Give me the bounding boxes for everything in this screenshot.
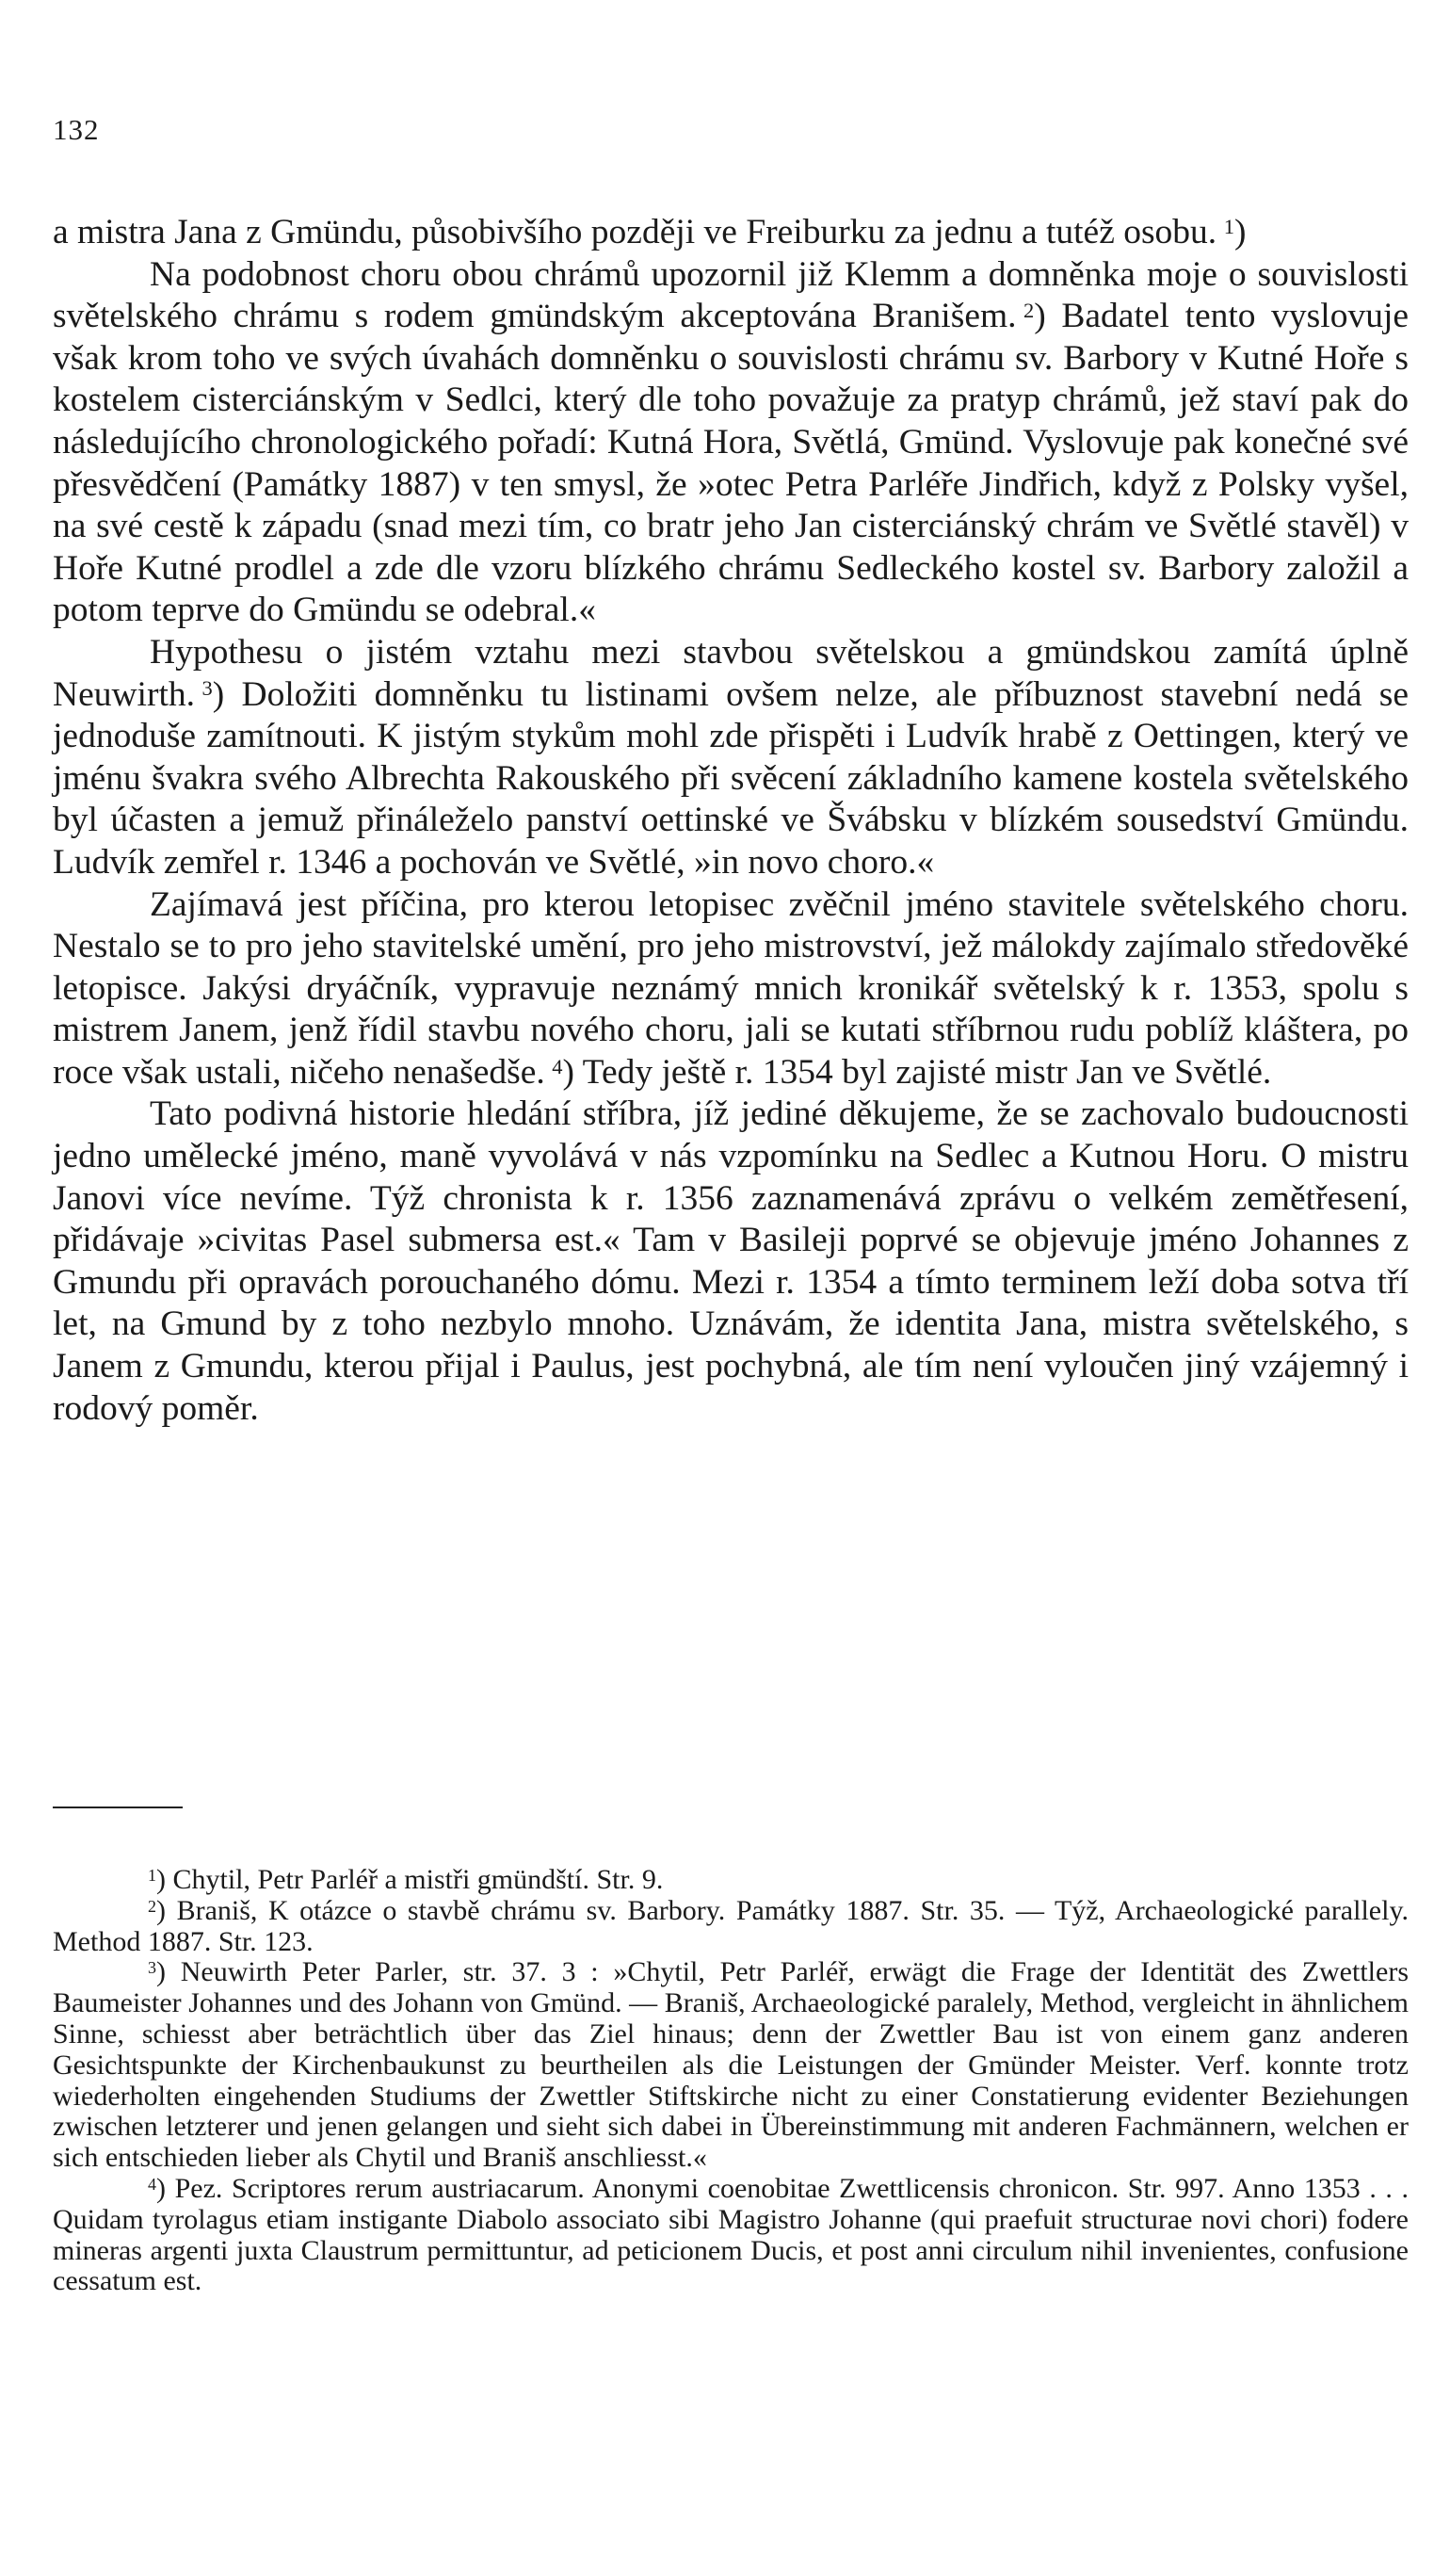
footnote-text: Chytil, Petr Parléř a mistři gmündští. Str. 9. [172, 1864, 664, 1895]
footnote-mark: 1 [148, 1865, 156, 1885]
footnote-4: $^4$) Pez. Scriptores rerum austriacarum. Anonymi coenobitae Zwettlicensis chronicon. Str. 997. Anno 1353 . . . Quidam tyrolagus etiam instigante Diabolo associato sibi Magistro Johanne (qui praefuit structurae novi chori) fodere mineras argenti juxta Claustrum permittuntur, ad peticionem Ducis, et post anni circulum nihil invenientes, confusione cessatum est. [53, 2172, 1410, 2297]
paragraph-text: Tato podivná historie hledání stříbra, jíž jediné děkujeme, že se zachovalo budoucnosti jedno umělecké jméno, maně vyvolává v nás vzpomínku na Sedlec a Kutnou Horu. O mistru Janovi více nevíme. Týž chronista k r. 1356 zaznamenává zprávu o velkém zemětřesení, přidávaje »civitas Pasel submersa est.« Tam v Basileji poprvé se objevuje jméno Johannes z Gmundu při opravách porouchaného dómu. Mezi r. 1354 a tímto terminem leží doba sotva tří let, na Gmund by z toho nezbylo mnoho. Uznávám, že identita Jana, mistra světelského, s Janem z Gmundu, kterou přijal i Paulus, jest pochybná, ale tím není vyloučen jiný vzájemný i rodový poměr. [53, 1094, 1409, 1428]
page-number: 132 [53, 113, 100, 146]
footnote-2: $^2$) Braniš, K otázce o stavbě chrámu sv. Barbory. Památky 1887. Str. 35. — Týž, Archaeologické parallely. Method 1887. Str. 123. [53, 1894, 1409, 1957]
paragraph-text: ) Doložiti domněnku tu listinami ovšem nelze, ale příbuznost stavební nedá se jednoduše zamítnouti. K jistým stykům mohl zde přispěti i Ludvík hrabě z Oettingen, který ve jménu švakra svého Albrechta Rakouského při svěcení základního kamene kostela světelského byl účasten a jemuž přináleželo panství oettinské ve Švábsku v blízkém sousedství Gmündu. Ludvík zemřel r. 1346 a pochován ve Světlé, »in novo choro.« [53, 674, 1409, 882]
paragraph-text: a mistra Jana z Gmündu, působivšího později ve Freiburku za jednu a tutéž osobu. [53, 213, 1217, 251]
paragraph-text: ) Badatel tento vyslovuje však krom toho ve svých úvahách domněnku o souvislosti chrámu sv. Barbory v Kutné Hoře s kostelem cisterciánským v Sedlci, který dle toho považuje za pratyp chrámů, jež staví pak do následujícího chronologického pořadí: Kutná Hora, Světlá, Gmünd. Vyslovuje pak konečné své přesvědčení (Památky 1887) v ten smysl, že »otec Petra Parléře Jindřich, když z Polsky vyšel, na své cestě k západu (snad mezi tím, co bratr jeho Jan cisterciánský chrám ve Světlé stavěl) v Hoře Kutné prodlel a zde dle vzoru blízkého chrámu Sedleckého kostel sv. Barbory založil a potom teprve do Gmündu se odebral.« [53, 297, 1410, 630]
footnote-ref-4: 4 [552, 1054, 563, 1078]
footnote-text: Neuwirth Peter Parler, str. 37. 3 : »Chytil, Petr Parléř, erwägt die Frage der Identität des Zwettlers Baumeister Johannes und des Johann von Gmünd. — Braniš, Archaeologické paralely, Method, vergleicht in ähnlichem Sinne, schiesst aber beträchtlich über das Ziel hinaus; denn der Zwettler Bau ist von einem ganz anderen Gesichtspunkte der Kirchenbaukunst zu beurtheilen als die Leistungen der Gmünder Meister. Verf. konnte trotz wiederholten eingehenden Studiums der Zwettler Stiftskirche nicht zu einer Constatierung evidenter Beziehungen zwischen letzterer und jenen gelangen und sieht sich dabei in Übereinstimmung mit anderen Fachmännern, welchen er sich entschieden lieber als Chytil und Braniš anschliesst.« [53, 1956, 1409, 2174]
paragraph-text: ) Tedy ještě r. 1354 byl zajisté mistr Jan ve Světlé. [562, 1052, 1272, 1092]
footnote-text: Pez. Scriptores rerum austriacarum. Anonymi coenobitae Zwettlicensis chronicon. Str. 997. Anno 1353 . . . Quidam tyrolagus etiam instigante Diabolo associato sibi Magistro Johanne (qui praefuit structurae novi chori) fodere mineras argenti juxta Claustrum permittuntur, ad peticionem Ducis, et post anni circulum nihil invenientes, confusione cessatum est. [53, 2172, 1410, 2297]
footnote-ref-3: 3 [201, 676, 213, 701]
footnote-text: Braniš, K otázce o stavbě chrámu sv. Barbory. Památky 1887. Str. 35. — Týž, Archaeologické parallely. Method 1887. Str. 123. [53, 1894, 1409, 1957]
footnote-divider [53, 1806, 183, 1808]
paragraph-4 [53, 884, 1409, 1094]
paragraph-text: ) [1233, 213, 1247, 251]
footnote-mark: 2 [148, 1896, 156, 1916]
footnote-3: $^3$) Neuwirth Peter Parler, str. 37. 3 : »Chytil, Petr Parléř, erwägt die Frage der Identität des Zwettlers Baumeister Johannes und des Johann von Gmünd. — Braniš, Archaeologické paralely, Method, vergleicht in ähnlichem Sinne, schiesst aber beträchtlich über das Ziel hinaus; denn der Zwettler Bau ist von einem ganz anderen Gesichtspunkte der Kirchenbaukunst zu beurtheilen als die Leistungen der Gmünder Meister. Verf. konnte trotz wiederholten eingehenden Studiums der Zwettler Stiftskirche nicht zu einer Constatierung evidenter Beziehungen zwischen letzterer und jenen gelangen und sieht sich dabei in Übereinstimmung mit anderen Fachmännern, welchen er sich entschieden lieber als Chytil und Braniš anschliesst.« [53, 1956, 1409, 2174]
footnote-ref-2: 2 [1023, 299, 1035, 323]
paragraph-text: Hypothesu o jistém vztahu mezi stavbou světelskou a gmündskou zamítá úplně Neuwirth. [53, 632, 1409, 714]
paragraph-3 [53, 632, 1409, 884]
paragraph-text: Na podobnost choru obou chrámů upozornil již Klemm a domněnka moje o souvislosti světelského chrámu s rodem gmündským akceptována Branišem. [53, 254, 1409, 336]
footnote-mark: 3 [148, 1958, 156, 1978]
footnote-1: $^1$) Chytil, Petr Parléř a mistři gmündští. Str. 9. [148, 1864, 664, 1895]
footnote-mark: 4 [148, 2174, 156, 2194]
paragraph-5 [53, 1094, 1409, 1430]
paragraph-1 [53, 212, 1409, 254]
paragraph-text: Zajímavá jest příčina, pro kterou letopisec zvěčnil jméno stavitele světelského choru. Nestalo se to pro jeho stavitelské umění, pro jeho mistrovství, jež málokdy zajímalo středověké letopisce. Jakýsi dryáčník, vypravuje neznámý mnich kronikář světelský k r. 1353, spolu s mistrem Janem, jenž řídil stavbu nového choru, jali se kutati stříbrnou rudu poblíž kláštera, po roce však ustali, ničeho nenašedše. [53, 884, 1409, 1092]
main-text [53, 212, 1409, 1430]
paragraph-2 [53, 254, 1409, 632]
footnote-ref-1: 1 [1223, 214, 1234, 238]
footnotes [53, 1865, 1409, 2297]
